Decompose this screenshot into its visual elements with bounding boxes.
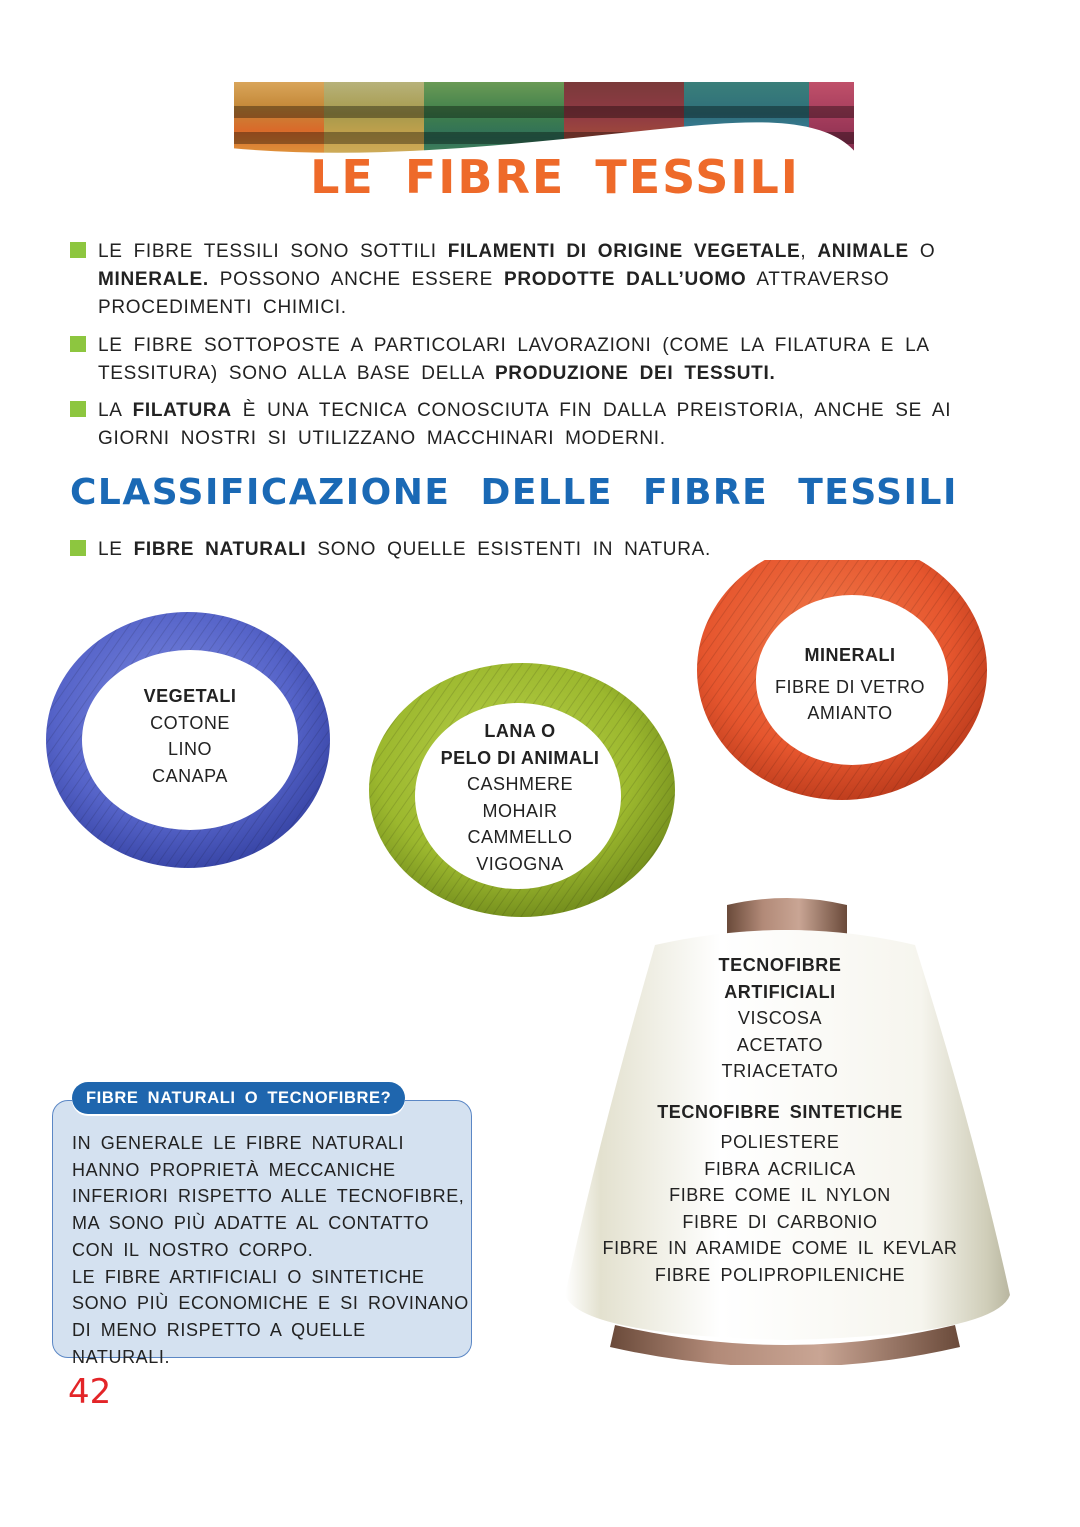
text-segment: O — [908, 241, 936, 262]
intro-bullet-1 — [70, 238, 970, 322]
text-segment: PRODUZIONE DEI TESSUTI. — [494, 363, 776, 384]
text-segment: PRODOTTE DALL’UOMO — [503, 269, 747, 290]
intro-text-2 — [98, 332, 970, 388]
bullet-square-icon — [70, 336, 86, 352]
text-segment: FIBRE NATURALI — [133, 539, 307, 560]
intro-text-1 — [98, 238, 970, 322]
text-segment: ANIMALE — [817, 241, 909, 262]
page-number: 42 — [68, 1372, 112, 1412]
info-box-title: FIBRE NATURALI O TECNOFIBRE? — [72, 1082, 405, 1114]
vegetali-label: VEGETALI COTONE LINO CANAPA — [143, 686, 237, 786]
page-title: LE FIBRE TESSILI — [310, 150, 800, 204]
bullet-square-icon — [70, 401, 86, 417]
intro-text-3 — [98, 397, 970, 453]
text-segment: LE — [98, 539, 134, 560]
bullet-square-icon — [70, 540, 86, 556]
text-segment: MINERALE. — [98, 269, 209, 290]
text-segment: POSSONO ANCHE ESSERE — [208, 269, 504, 290]
section-title: CLASSIFICAZIONE DELLE FIBRE TESSILI — [70, 472, 958, 513]
text-segment: LE FIBRE SOTTOPOSTE A PARTICOLARI LAVORAZIONI (COME LA FILATURA E LA TESSITURA) SONO ALLA BASE DELLA — [98, 335, 929, 384]
text-segment: SONO QUELLE ESISTENTI IN NATURA. — [306, 539, 711, 560]
text-segment: LA — [98, 400, 133, 421]
text-segment: È UNA TECNICA CONOSCIUTA FIN DALLA PREISTORIA, ANCHE SE AI GIORNI NOSTRI SI UTILIZZANO MACCHINARI MODERNI. — [98, 400, 952, 449]
animali-label: LANA O PELO DI ANIMALI CASHMERE MOHAIR CAMMELLO VIGOGNA — [440, 721, 600, 874]
text-segment: ATTRAVERSO PROCEDIMENTI CHIMICI. — [98, 269, 890, 318]
minerali-label: MINERALI FIBRE DI VETRO AMIANTO — [774, 645, 925, 723]
text-segment: LE FIBRE TESSILI SONO SOTTILI — [98, 241, 448, 262]
text-segment: , — [800, 241, 818, 262]
bullet-square-icon — [70, 242, 86, 258]
intro-bullet-2 — [70, 332, 970, 388]
text-segment: FILATURA — [132, 400, 232, 421]
text-segment: FILAMENTI DI ORIGINE VEGETALE — [447, 241, 801, 262]
intro-bullet-3 — [70, 397, 970, 453]
tecnofibre-list: TECNOFIBRE ARTIFICIALI VISCOSA ACETATO TRIACETATO TECNOFIBRE SINTETICHE POLIESTERE FIBRA ACRILICA FIBRE COME IL NYLON FIBRE DI CARBONIO FIBRE IN ARAMIDE COME IL KEVLAR FIBRE POLIPROPILENICHE — [602, 955, 958, 1285]
info-box-text: IN GENERALE LE FIBRE NATURALI HANNO PROPRIETÀ MECCANICHE INFERIORI RISPETTO ALLE TECNOFIBRE, MA SONO PIÙ ADATTE AL CONTATTO CON IL NOSTRO CORPO. LE FIBRE ARTIFICIALI O SINTETICHE SONO PIÙ ECONOMICHE E SI ROVINANO DI MENO RISPETTO A QUELLE NATURALI. — [72, 1133, 469, 1367]
